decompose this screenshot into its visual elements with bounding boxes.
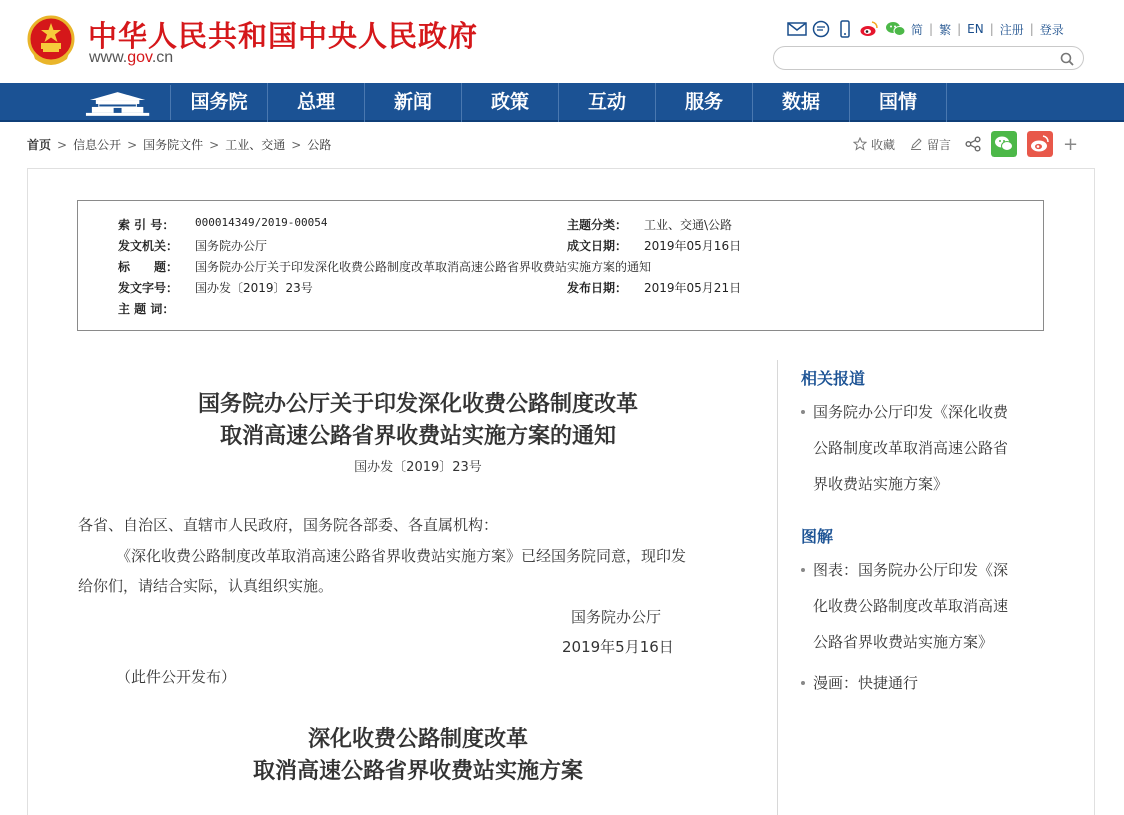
star-icon [853,137,867,151]
breadcrumb-industry-transport[interactable]: 工业、交通 [225,138,286,152]
breadcrumb-info-disclosure[interactable]: 信息公开 [73,138,122,152]
nav-item-interaction[interactable]: 互动 [559,83,656,122]
meta-index-value: 000014349/2019-00054 [195,216,328,229]
search-icon[interactable] [1059,51,1075,67]
meta-written-label: 成文日期： [567,239,628,253]
separator: | [957,22,962,36]
graphic-item[interactable] [801,552,1041,660]
breadcrumb-home[interactable]: 首页 [27,138,52,152]
separator: | [1029,22,1034,36]
meta-issuer-value: 国务院办公厅 [195,239,268,253]
meta-title-row [118,258,651,275]
nav-items [171,83,947,122]
separator: | [989,22,994,36]
meta-issuer-label: 发文机关： [118,239,179,253]
bullet-icon [801,410,805,414]
english-link[interactable]: EN [967,22,984,36]
meta-keywords-row [118,300,195,317]
breadcrumb-highway[interactable]: 公路 [307,138,332,152]
meta-index-row [118,216,327,233]
domain-prefix: www. [89,49,128,66]
share-tools [853,131,1078,157]
breadcrumb-state-council-docs[interactable]: 国务院文件 [143,138,204,152]
article-subtitle-line-1: 深化收费公路制度改革 [307,726,528,752]
comment-button[interactable] [909,136,951,153]
meta-index-label: 索 引 号： [118,218,175,232]
traditional-link[interactable]: 繁 [939,22,952,37]
graphics-heading: 图解 [801,527,834,546]
breadcrumb [27,136,331,153]
more-share-icon[interactable]: + [1063,133,1079,155]
favorite-label: 收藏 [871,137,896,152]
tiananmen-logo-icon[interactable] [81,85,171,120]
article-title-line-2: 取消高速公路省界收费站实施方案的通知 [219,423,616,449]
breadcrumb-arrow-icon: > [57,137,68,152]
domain-suffix: .cn [151,49,174,66]
meta-published-value: 2019年05月21日 [644,281,742,295]
favorite-button[interactable] [853,136,895,153]
separator: | [929,22,934,36]
meta-title-label: 标 题： [118,260,179,274]
article-subtitle-line-2: 取消高速公路省界收费站实施方案 [252,758,583,784]
nav-item-services[interactable]: 服务 [656,83,753,122]
nav-item-state-council[interactable]: 国务院 [171,83,268,122]
main-nav [0,83,1124,122]
related-report-line-3[interactable]: 界收费站实施方案》 [813,475,949,493]
nav-item-premier[interactable]: 总理 [268,83,365,122]
wechat-share-icon[interactable] [991,131,1017,157]
pencil-icon [909,137,923,151]
comment-label: 留言 [927,137,952,152]
meta-published-label: 发布日期： [567,281,628,295]
article-body-line-1: 《深化收费公路制度改革取消高速公路省界收费站实施方案》已经国务院同意，现印发 [116,547,687,565]
site-title[interactable]: 中华人民共和国中央人民政府 [88,19,479,53]
article-doc-number: 国办发〔2019〕23号 [354,460,482,475]
meta-written-value: 2019年05月16日 [644,239,742,253]
weibo-share-icon[interactable] [1027,131,1053,157]
graphic-item-line-2[interactable]: 化收费公路制度改革取消高速 [813,597,1009,615]
domain-brand: gov [127,49,152,66]
message-icon[interactable] [811,20,831,38]
bullet-icon [801,568,805,572]
breadcrumb-arrow-icon: > [291,137,302,152]
site-domain [89,49,173,67]
simplified-link[interactable]: 简 [911,22,924,37]
document-meta-table [77,200,1044,331]
article-signature: 国务院办公厅 [571,608,662,626]
graphic-item-line-1[interactable]: 图表：国务院办公厅印发《深 [813,561,1009,579]
wechat-icon[interactable] [883,20,907,38]
meta-written-row [567,237,741,254]
article-salutation: 各省、自治区、直辖市人民政府，国务院各部委、各直属机构： [78,516,499,534]
related-report-line-2[interactable]: 公路制度改革取消高速公路省 [813,439,1009,457]
nav-item-policies[interactable]: 政策 [462,83,559,122]
search-input[interactable] [773,46,1084,70]
article-public-note: （此件公开发布） [116,668,237,686]
meta-keywords-label: 主 题 词： [118,302,175,316]
mobile-icon[interactable] [835,20,855,38]
mail-icon[interactable] [787,20,807,38]
meta-published-row [567,279,741,296]
graphic-item-line-3[interactable]: 公路省界收费站实施方案》 [813,633,994,651]
column-divider [777,360,778,815]
meta-category-value: 工业、交通\公路 [644,218,733,232]
breadcrumb-arrow-icon: > [209,137,220,152]
login-link[interactable]: 登录 [1039,22,1064,37]
related-report-item[interactable] [801,394,1041,502]
national-emblem-icon[interactable] [27,15,75,67]
related-report-line-1[interactable]: 国务院办公厅印发《深化收费 [813,403,1009,421]
meta-title-value: 国务院办公厅关于印发深化收费公路制度改革取消高速公路省界收费站实施方案的通知 [195,260,652,274]
nav-item-china-profile[interactable]: 国情 [850,83,947,122]
article-date: 2019年5月16日 [562,638,674,656]
article-title-line-1: 国务院办公厅关于印发深化收费公路制度改革 [197,391,638,417]
site-header [0,0,1124,83]
register-link[interactable]: 注册 [999,22,1024,37]
top-links [787,19,1064,39]
bullet-icon [801,681,805,685]
nav-item-data[interactable]: 数据 [753,83,850,122]
nav-item-news[interactable]: 新闻 [365,83,462,122]
meta-category-row [567,216,732,233]
graphic-item-comic[interactable]: 漫画：快捷通行 [813,674,919,692]
meta-docno-row [118,279,313,296]
meta-issuer-row [118,237,267,254]
meta-docno-value: 国办发〔2019〕23号 [195,281,313,295]
graphic-item[interactable] [801,665,1041,701]
breadcrumb-arrow-icon: > [127,137,138,152]
meta-category-label: 主题分类： [567,218,628,232]
related-reports-heading: 相关报道 [801,369,866,388]
meta-docno-label: 发文字号： [118,281,179,295]
weibo-icon[interactable] [859,20,879,38]
article-body-line-2: 给你们，请结合实际，认真组织实施。 [78,577,334,595]
share-icon[interactable] [965,136,981,152]
